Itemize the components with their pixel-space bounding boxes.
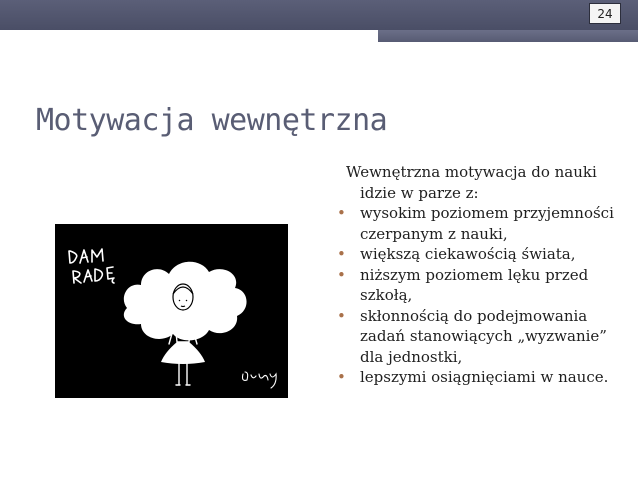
list-item xyxy=(336,367,626,388)
bullet-text: większą ciekawością świata, xyxy=(360,245,576,263)
list-item xyxy=(336,265,626,306)
slide-title: Motywacja wewnętrzna xyxy=(36,103,388,138)
slide-body xyxy=(336,162,626,388)
intro-text: Wewnętrzna motywacja do nauki idzie w parze z: xyxy=(346,163,597,202)
bullet-list xyxy=(336,203,626,388)
handwritten-lettering xyxy=(69,249,114,283)
cloud-shape xyxy=(124,262,247,341)
bullet-text: wysokim poziomem przyjemności czerpanym z nauki, xyxy=(360,204,614,243)
bullet-icon: • xyxy=(337,245,346,263)
top-bar-accent xyxy=(378,30,638,42)
page-number: 24 xyxy=(589,3,621,24)
girl-skirt xyxy=(161,342,205,364)
top-bar xyxy=(0,0,638,30)
bullet-icon: • xyxy=(337,204,346,222)
bullet-text: skłonnością do podejmowania zadań stanowiących „wyzwanie” dla jednostki, xyxy=(360,306,607,366)
illustration-dam-rade xyxy=(55,224,288,398)
bullet-text: lepszymi osiągnięciami w nauce. xyxy=(360,368,609,386)
bullet-text: niższym poziomem lęku przed szkołą, xyxy=(360,265,589,304)
bullet-icon: • xyxy=(337,265,346,284)
list-item xyxy=(336,306,626,368)
list-item xyxy=(336,203,626,244)
artist-signature xyxy=(243,372,277,388)
bullet-icon: • xyxy=(337,306,346,325)
illustration-drawing xyxy=(55,224,288,398)
bullet-icon: • xyxy=(337,368,346,386)
list-item xyxy=(336,244,626,265)
